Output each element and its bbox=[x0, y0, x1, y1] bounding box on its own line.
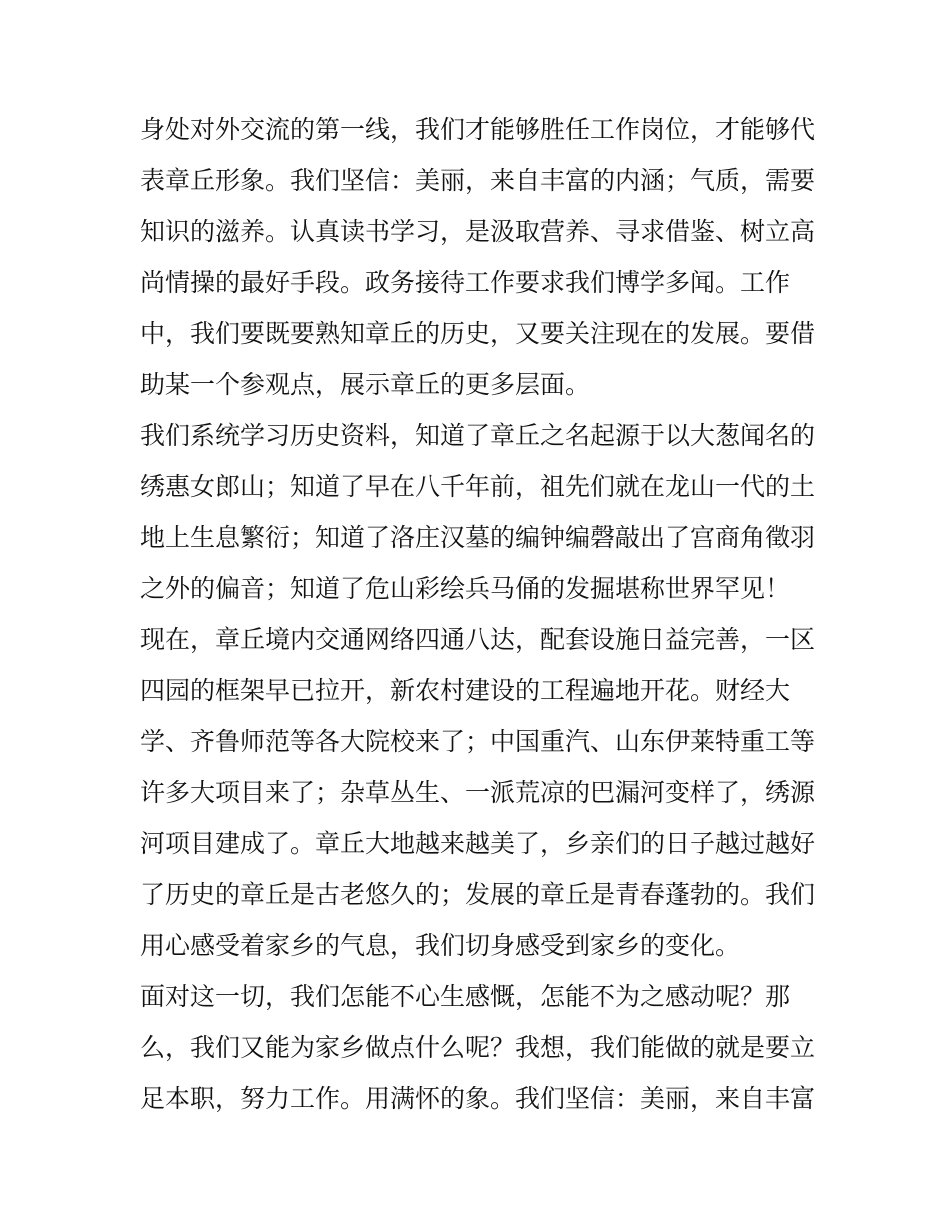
text-line: 表章丘形象。我们坚信：美丽，来自丰富的内涵；气质，需要 bbox=[140, 166, 816, 195]
text-line: 尚情操的最好手段。政务接待工作要求我们博学多闻。工作 bbox=[140, 268, 791, 297]
text-line: 知识的滋养。认真读书学习，是汲取营养、寻求借鉴、树立高 bbox=[140, 217, 816, 246]
body-text bbox=[140, 104, 820, 1124]
text-line: 身处对外交流的第一线，我们才能够胜任工作岗位，才能够代 bbox=[140, 115, 816, 144]
text-line: 我们系统学习历史资料，知道了章丘之名起源于以大葱闻名的 bbox=[140, 421, 816, 450]
text-line: 之外的偏音；知道了危山彩绘兵马俑的发掘堪称世界罕见！ bbox=[140, 574, 791, 603]
text-line: 许多大项目来了；杂草丛生、一派荒凉的巴漏河变样了，绣源 bbox=[140, 778, 816, 807]
text-line: 面对这一切，我们怎能不心生感慨，怎能不为之感动呢？那 bbox=[140, 982, 791, 1011]
text-line: 学、齐鲁师范等各大院校来了；中国重汽、山东伊莱特重工等 bbox=[140, 727, 816, 756]
text-line: 河项目建成了。章丘大地越来越美了，乡亲们的日子越过越好 bbox=[140, 829, 816, 858]
text-line: 足本职，努力工作。用满怀的象。我们坚信：美丽，来自丰富 bbox=[140, 1084, 816, 1113]
text-line: 绣惠女郎山；知道了早在八千年前，祖先们就在龙山一代的土 bbox=[140, 472, 816, 501]
text-line: 用心感受着家乡的气息，我们切身感受到家乡的变化。 bbox=[140, 931, 741, 960]
text-line: 地上生息繁衍；知道了洛庄汉墓的编钟编磬敲出了宫商角徵羽 bbox=[140, 523, 816, 552]
text-line: 中，我们要既要熟知章丘的历史，又要关注现在的发展。要借 bbox=[140, 319, 816, 348]
text-line: 么，我们又能为家乡做点什么呢？我想，我们能做的就是要立 bbox=[140, 1033, 816, 1062]
text-line: 四园的框架早已拉开，新农村建设的工程遍地开花。财经大 bbox=[140, 676, 791, 705]
text-line: 了历史的章丘是古老悠久的；发展的章丘是青春蓬勃的。我们 bbox=[140, 880, 816, 909]
text-line: 助某一个参观点，展示章丘的更多层面。 bbox=[140, 370, 591, 399]
text-line: 现在，章丘境内交通网络四通八达，配套设施日益完善，一区 bbox=[140, 625, 816, 654]
